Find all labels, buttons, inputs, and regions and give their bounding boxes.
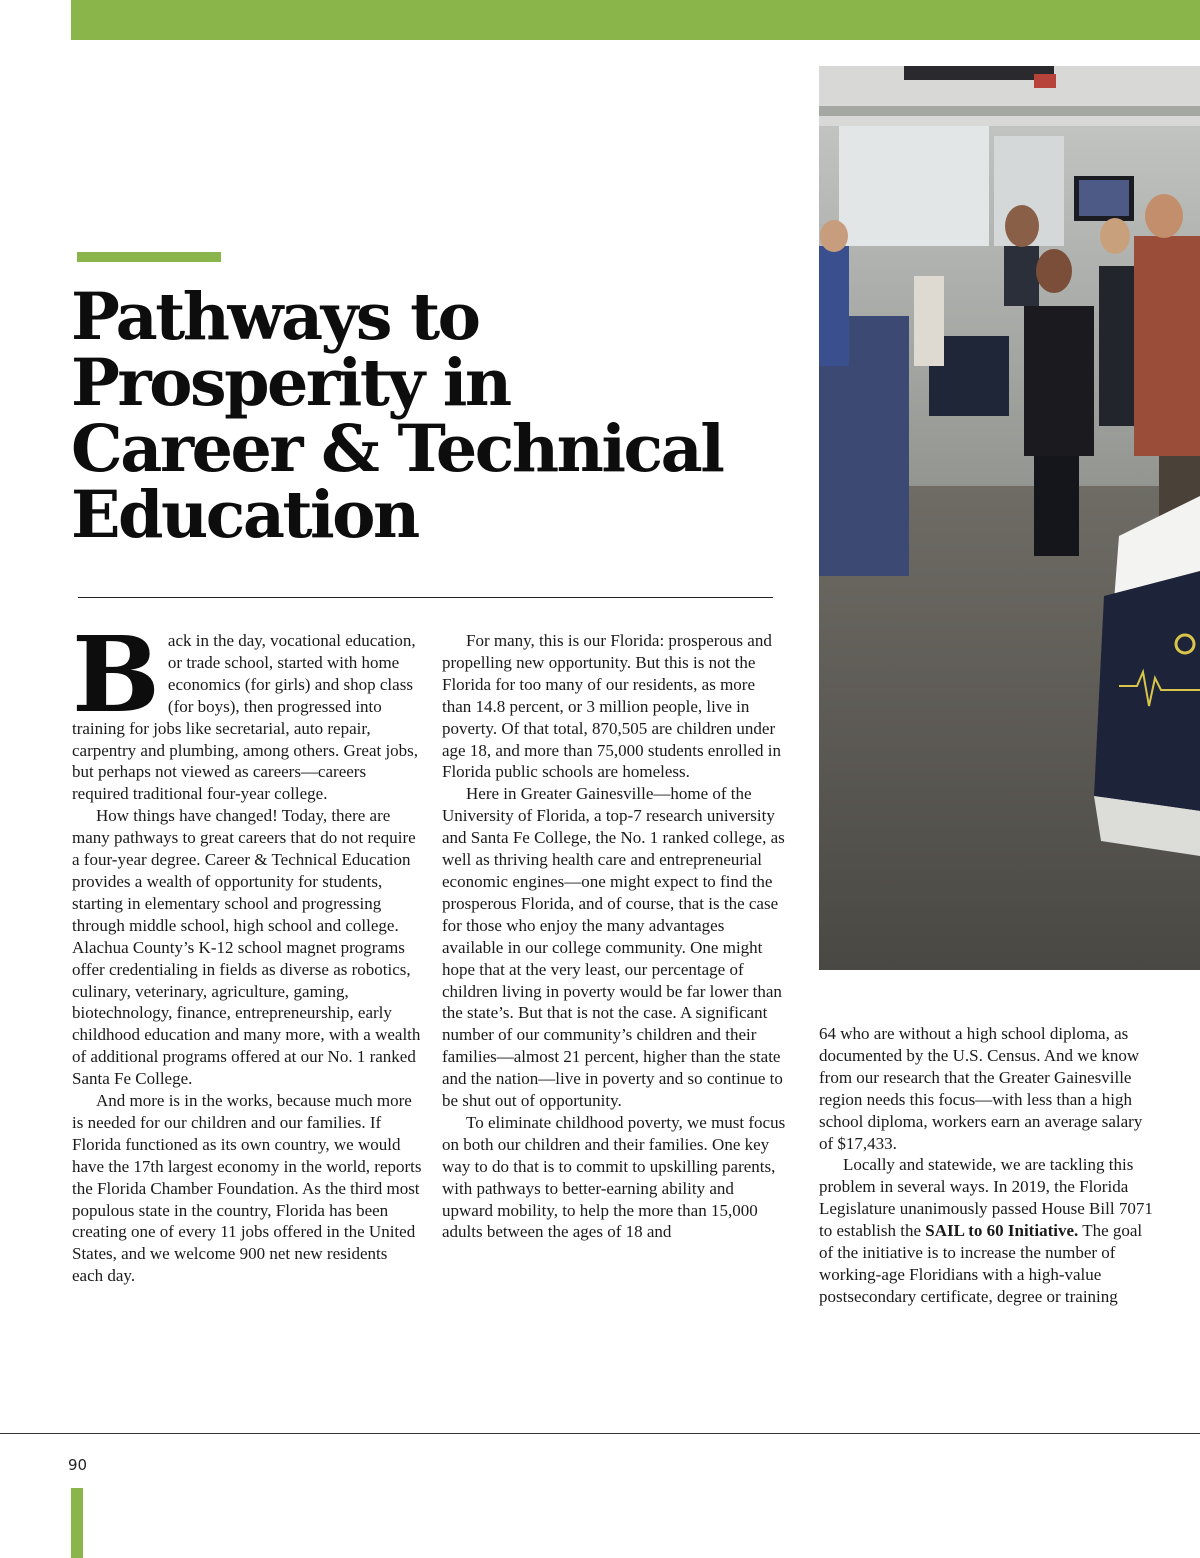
paragraph: And more is in the works, because much more is needed for our children and our families. If Florida functioned as its own country, we would have the 17th largest economy in the world, reports the Florida Chamber Foundation. As the third most populous state in the country, Florida has been creating one of every 11 jobs offered in the United States, and we welcome 900 net new residents each day.: [72, 1091, 422, 1286]
title-line-4: Education: [71, 477, 418, 553]
paragraph: Here in Greater Gainesville—home of the University of Florida, a top-7 research university and Santa Fe College, the No. 1 ranked college, as well as thriving health care and entrepreneurial economic engines—one might expect to find the prosperous Florida, and of course, that is the case for those who enjoy the many advantages available in our college community. One might hope that at the very least, our percentage of children living in poverty would be far lower than the state’s. But that is not the case. A significant number of our community’s children and their families—almost 21 percent, higher than the state and the nation—live in poverty and so continue to be shut out of opportunity.: [442, 784, 785, 1111]
paragraph: 64 who are without a high school diploma, as documented by the U.S. Census. And we know from our research that the Greater Gainesville region needs this focus—with less than a high school diploma, workers earn an average salary of $17,433.: [819, 1024, 1143, 1153]
title-accent-bar: [77, 252, 221, 262]
article-title: [71, 279, 811, 553]
initiative-name: SAIL to 60 Initiative.: [925, 1221, 1079, 1241]
article-column-1: [72, 613, 422, 1287]
footer-divider: [0, 1433, 1200, 1434]
paragraph-text: ack in the day, vocational education, or trade school, started with home economics (for girls) and shop class (for boys), then progressed into training for jobs like secretarial, auto repair, carpentry and plumbing, among others. Great jobs, but perhaps not viewed as careers—careers required traditional four-year college.: [72, 631, 419, 804]
paragraph-text: Locally and statewide, we are tackling this problem in several ways. In 2019, the Florida Legislature unanimously passed House Bill 7071 to establish the: [819, 1155, 1153, 1241]
paragraph-text: The goal of the initiative is to increase the number of working-age Floridians with a high-value postsecondary certificate, degree or training: [819, 1221, 1143, 1306]
title-line-3: Career & Technical: [71, 411, 723, 487]
paragraph: [72, 613, 422, 805]
top-accent-bar: [71, 0, 1200, 40]
article-column-3: [819, 1023, 1154, 1308]
bottom-accent-bar: [71, 1488, 83, 1558]
title-line-2: Prosperity in: [71, 345, 510, 421]
paragraph: To eliminate childhood poverty, we must focus on both our children and their families. One key way to do that is to commit to upskilling parents, with pathways to better-earning ability and upward mobility, to help the more than 15,000 adults between the ages of 18 and: [442, 1112, 786, 1242]
event-photo: [819, 66, 1200, 970]
article-column-2: [442, 630, 788, 1243]
title-line-1: Pathways to: [71, 279, 479, 355]
title-divider: [78, 597, 773, 598]
paragraph: For many, this is our Florida: prosperous and propelling new opportunity. But this is not the Florida for too many of our residents, as more than 14.8 percent, or 3 million people, live in poverty. Of that total, 870,505 are children under age 18, and more than 75,000 students enrolled in Florida public schools are homeless.: [442, 631, 781, 782]
page-number: 90: [68, 1456, 88, 1474]
paragraph: [819, 1154, 1154, 1307]
drop-cap: B: [72, 613, 160, 736]
paragraph: How things have changed! Today, there are many pathways to great careers that do not require a four-year degree. Career & Technical Education provides a wealth of opportunity for students, starting in elementary school and progressing through middle school, high school and college. Alachua County’s K-12 school magnet programs offer credentialing in fields as diverse as robotics, culinary, veterinary, agriculture, gaming, biotechnology, finance, entrepreneurship, early childhood education and many more, with a wealth of additional programs offered at our No. 1 ranked Santa Fe College.: [72, 806, 421, 1089]
